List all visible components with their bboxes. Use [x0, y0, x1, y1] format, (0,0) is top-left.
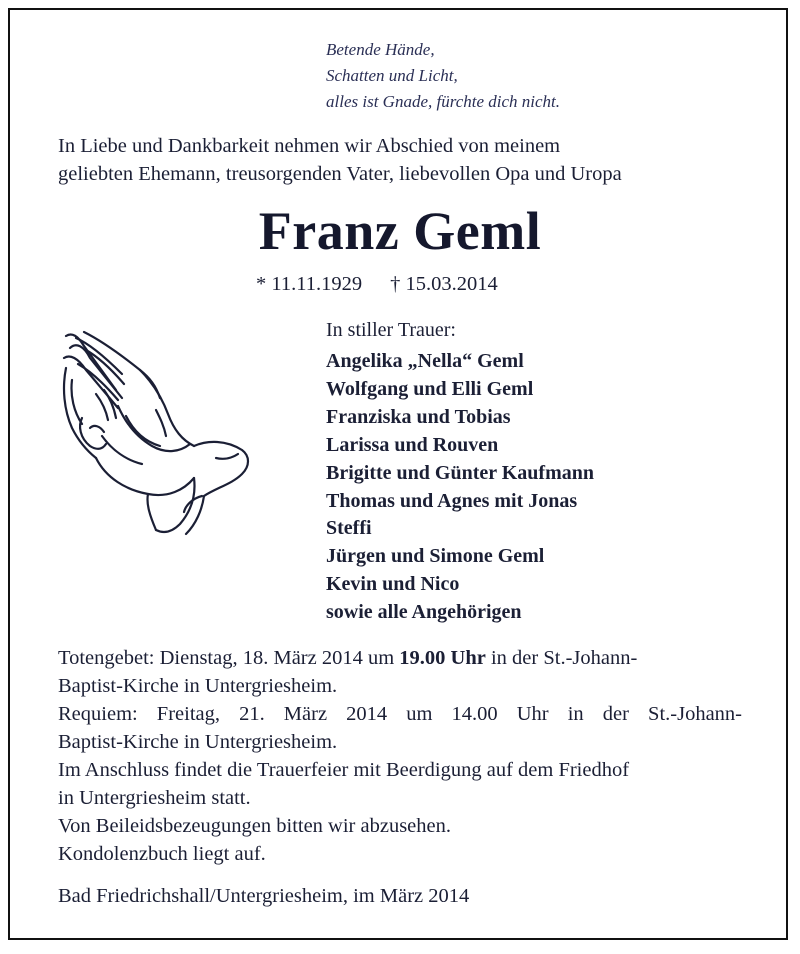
- anschluss-line: Im Anschluss findet die Trauerfeier mit Beerdigung auf dem Friedhof: [58, 759, 630, 781]
- mourner-entry: Thomas und Agnes mit Jonas: [326, 489, 578, 512]
- totengebet-text: Totengebet: Dienstag, 18. März 2014 um: [58, 647, 395, 669]
- life-dates: [256, 270, 498, 298]
- deceased-name: Franz Geml: [258, 201, 542, 261]
- totengebet-location: in der St.-Johann-: [490, 647, 638, 669]
- totengebet-time: 19.00 Uhr: [399, 647, 486, 669]
- poem: [326, 37, 560, 115]
- mourner-entry: Angelika „Nella“ Geml: [326, 350, 524, 372]
- mourner-entry: Steffi: [326, 517, 372, 540]
- mourner-entry: Kevin und Nico: [326, 573, 460, 596]
- condolence-book-note: Kondolenzbuch liegt auf.: [58, 843, 266, 865]
- requiem-line-2: Baptist-Kirche in Untergriesheim.: [58, 731, 338, 753]
- mourner-entry: Franziska und Tobias: [326, 405, 511, 428]
- death-date: † 15.03.2014: [390, 273, 498, 295]
- intro-text: [58, 132, 622, 188]
- mourner-entry: sowie alle Angehörigen: [326, 601, 522, 624]
- mourner-entry: Larissa und Rouven: [326, 433, 499, 456]
- anschluss-line-2: in Untergriesheim statt.: [58, 787, 251, 809]
- praying-hands-icon: [56, 328, 256, 544]
- mourner-entry: Brigitte und Günter Kaufmann: [326, 461, 594, 484]
- totengebet-line-2: Baptist-Kirche in Untergriesheim.: [58, 675, 338, 697]
- mourner-entry: Jürgen und Simone Geml: [326, 545, 545, 568]
- totengebet-line: [58, 644, 742, 672]
- place-date: Bad Friedrichshall/Untergriesheim, im März 2014: [58, 885, 470, 907]
- mourners-list: [326, 348, 594, 627]
- condolence-note: Von Beileidsbezeugungen bitten wir abzusehen.: [58, 815, 452, 837]
- intro-line: geliebten Ehemann, treusorgenden Vater, liebevollen Opa und Uropa: [58, 163, 622, 185]
- poem-line: Betende Hände,: [326, 40, 435, 59]
- service-details: [58, 644, 742, 868]
- mourner-entry: Wolfgang und Elli Geml: [326, 377, 534, 400]
- requiem-line: Requiem: Freitag, 21. März 2014 um 14.00 Uhr in der St.-Johann-: [58, 703, 742, 725]
- intro-line: In Liebe und Dankbarkeit nehmen wir Abschied von meinem: [58, 135, 561, 157]
- mourning-label: In stiller Trauer:: [326, 319, 456, 341]
- poem-line: alles ist Gnade, fürchte dich nicht.: [326, 92, 561, 111]
- birth-date: * 11.11.1929: [256, 273, 363, 295]
- poem-line: Schatten und Licht,: [326, 66, 458, 85]
